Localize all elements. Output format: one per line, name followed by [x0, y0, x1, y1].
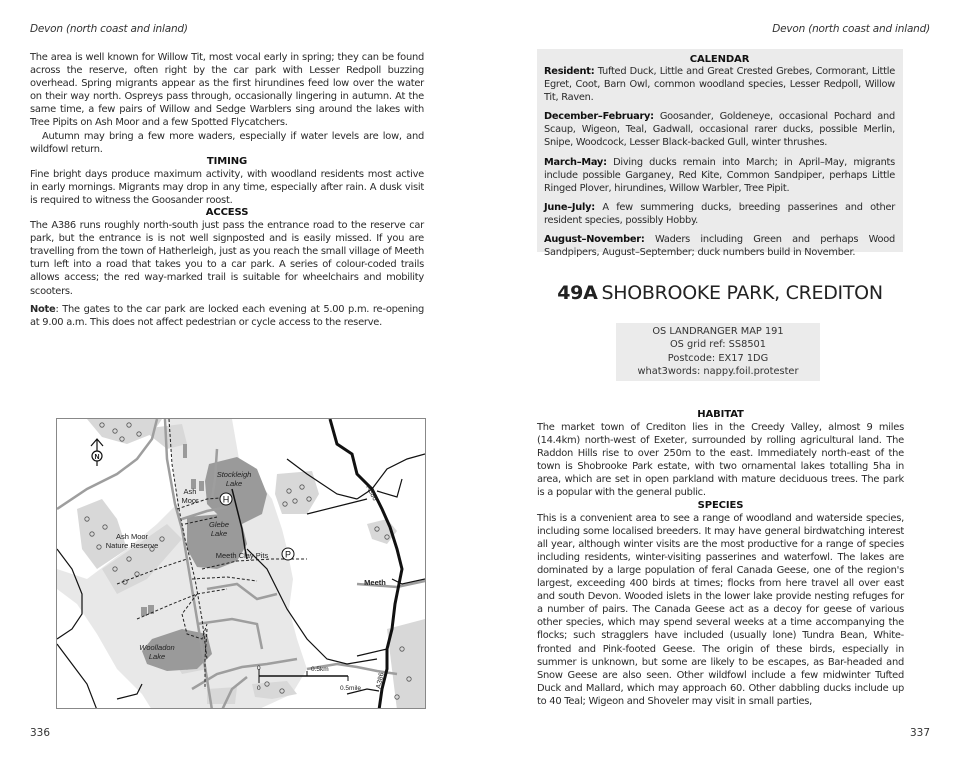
map-label-clay-pits: Meeth Clay Pits [215, 551, 269, 560]
scale-zero-km: 0 [257, 665, 261, 672]
hide-icon [220, 493, 232, 505]
timing-heading: TIMING [206, 155, 248, 167]
calendar-label: December–February: [544, 111, 654, 123]
calendar-text: Goosander, Goldeneye, occasional Pochard and Scaup, Wigeon, Teal, Gadwall, occasional rarer ducks, possible Merlin, Snipe, Woodcock, Lesser Black-backed Gull, winter thrushes. [544, 111, 895, 149]
calendar-label: June–July: [544, 201, 595, 213]
calendar-entry-dec-feb [544, 110, 895, 149]
svg-text:N: N [94, 454, 100, 461]
calendar-entry-aug-nov [544, 233, 895, 259]
svg-text:P: P [284, 549, 292, 560]
calendar-entry-mar-may [544, 156, 895, 195]
calendar-label: March–May: [544, 156, 607, 168]
intro-paragraph-1: The area is well known for Willow Tit, most vocal early in spring; they can be found across the reserve, often right by the car park with Lesser Redpoll buzzing overhead. Spring migrants appear as the first hirundines feed low over the water on their way north. Ospreys pass through, occasionally lingering in autumn. At the same time, a few pairs of Willow and Sedge Warblers sing around the lakes with Tree Pipits on Ash Moor and a few Spotted Flycatchers. [30, 52, 424, 129]
map-label-a386-south: A386 [375, 671, 386, 690]
os-map: OS LANDRANGER MAP 191 [652, 326, 784, 337]
note-label: Note [30, 303, 56, 315]
right-page [480, 0, 960, 768]
calendar-text: Tufted Duck, Little and Great Crested Grebes, Cormorant, Little Egret, Coot, Barn Owl, common woodland species, Lesser Redpoll, Willow Tit, Raven. [544, 66, 895, 104]
what3words: what3words: nappy.foil.protester [637, 365, 799, 377]
left-text-column [30, 51, 424, 329]
access-heading: ACCESS [205, 207, 249, 219]
map-label-stockleigh-lake: Lake [225, 479, 243, 488]
calendar-text: Diving ducks remain into March; in April–May, migrants include possible Garganey, Red Kite, Common Sandpiper, perhaps Little Ringed Plover, hirundines, Willow Warbler, Tree Pipit. [544, 156, 895, 194]
parking-icon [282, 548, 294, 560]
running-head-left: Devon (north coast and inland) [30, 23, 188, 35]
page-number-right: 337 [909, 727, 930, 739]
os-info-box [616, 323, 820, 381]
timing-text: Fine bright days produce maximum activity, with woodland residents most active in early mornings. Migrants may drop in any time, especially after rain. A dusk visit is required to witness the Goosander roost. [30, 168, 424, 206]
postcode: Postcode: EX17 1DG [667, 352, 769, 364]
map-label-glebe: Glebe [208, 520, 230, 529]
map-label-stockleigh: Stockleigh [216, 470, 252, 479]
map-label-nature-reserve: Nature Reserve [105, 541, 159, 550]
calendar-heading: CALENDAR [689, 54, 750, 65]
scale-zero-mile: 0 [257, 685, 261, 692]
intro-paragraph-2: Autumn may bring a few more waders, especially if water levels are low, and wildfowl return. [30, 130, 424, 155]
scale-km-label: 0.5km [311, 666, 329, 673]
note-text: : The gates to the car park are locked each evening at 5.00 p.m. re-opening at 9.00 a.m. This does not affect pedestrian or cycle access to the reserve. [30, 303, 424, 328]
species-heading: SPECIES [697, 499, 744, 511]
map-label-ash: Ash [183, 487, 197, 496]
map-label-ash-moor: Moor [181, 496, 199, 505]
species-text: This is a convenient area to see a range of woodland and waterside species, including some localised breeders. It may have general birdwatching interest all year, although winter visits are the most productive for a range of species including residents, winter-visiting passerines and waterfowl. The lakes are dominated by a large population of feral Canada Geese, one of the region's largest, exceeding 400 birds at times; flocks from here travel all over east and south Devon. Wooded islets in the lower lake provide nesting refuges for a number of pairs. The Canada Geese act as a decoy for geese of various other species, which may spend several weeks at a time accompanying the flocks; such stragglers have included (usually lone) Tundra Bean, White-fronted and Pink-footed Geese. The origin of these birds, especially in summer is unknown, but some are likely to be escapes, as Bar-headed and Snow Geese are also seen. Other wildfowl include a few midwinter Tufted Duck and Mallard, which may approach 60. Other dabbling ducks include up to 40 Teal; Wigeon and Shoveler may visit in small parties, [537, 512, 904, 707]
site-map [56, 418, 426, 709]
habitat-heading: HABITAT [697, 409, 744, 420]
svg-text:H: H [222, 494, 230, 505]
site-title [540, 282, 900, 304]
access-text: The A386 runs roughly north-south just pass the entrance road to the reserve car park, but the entrance is is not well signposted and is easily missed. If you are travelling from the town of Hatherleigh, just as you reach the small village of Meeth turn left into a road that takes you to a car park. A series of colour-coded trails allows access; the red way-marked trail is suitable for wheelchairs and mobility scooters. [30, 220, 424, 297]
os-grid-ref: OS grid ref: SS8501 [669, 339, 767, 351]
north-arrow-icon [91, 439, 103, 466]
running-head-right: Devon (north coast and inland) [772, 23, 930, 35]
site-number: 49A [557, 282, 598, 304]
calendar-entry-resident [544, 65, 895, 104]
calendar-text: Waders including Green and perhaps Wood Sandpipers, August–September; duck numbers build in November. [544, 234, 895, 259]
access-note [30, 303, 424, 329]
map-label-glebe-lake: Lake [210, 529, 228, 538]
scale-mile-label: 0.5mile [340, 685, 361, 692]
map-label-woolladon-lake: Lake [148, 652, 166, 661]
calendar-text: A few summering ducks, breeding passerines and other resident species, possibly Hobby. [544, 201, 895, 226]
page-number-left: 336 [30, 727, 51, 739]
calendar-entry-jun-jul [544, 201, 895, 227]
map-label-a386-north: A386 [364, 484, 379, 503]
calendar-label: Resident: [544, 66, 595, 77]
calendar-label: August–November: [544, 234, 645, 246]
map-label-meeth: Meeth [364, 578, 386, 587]
habitat-text: The market town of Crediton lies in the Creedy Valley, almost 9 miles (14.4km) north-west of Exeter, surrounded by rolling agricultural land. The Raddon Hills rise to over 250m to the east. Immediately north-east of the town is Shobrooke Park estate, with two ornamental lakes totalling 5ha in area, which are set in open parkland with mature deciduous trees. The park is a popular with the general public. [537, 422, 904, 499]
map-label-woolladon: Woolladon [139, 643, 175, 652]
calendar-box [537, 49, 903, 259]
map-label-ash-moor-reserve: Ash Moor [115, 532, 149, 541]
right-text-column [537, 409, 904, 708]
site-name: SHOBROOKE PARK, CREDITON [601, 282, 883, 304]
